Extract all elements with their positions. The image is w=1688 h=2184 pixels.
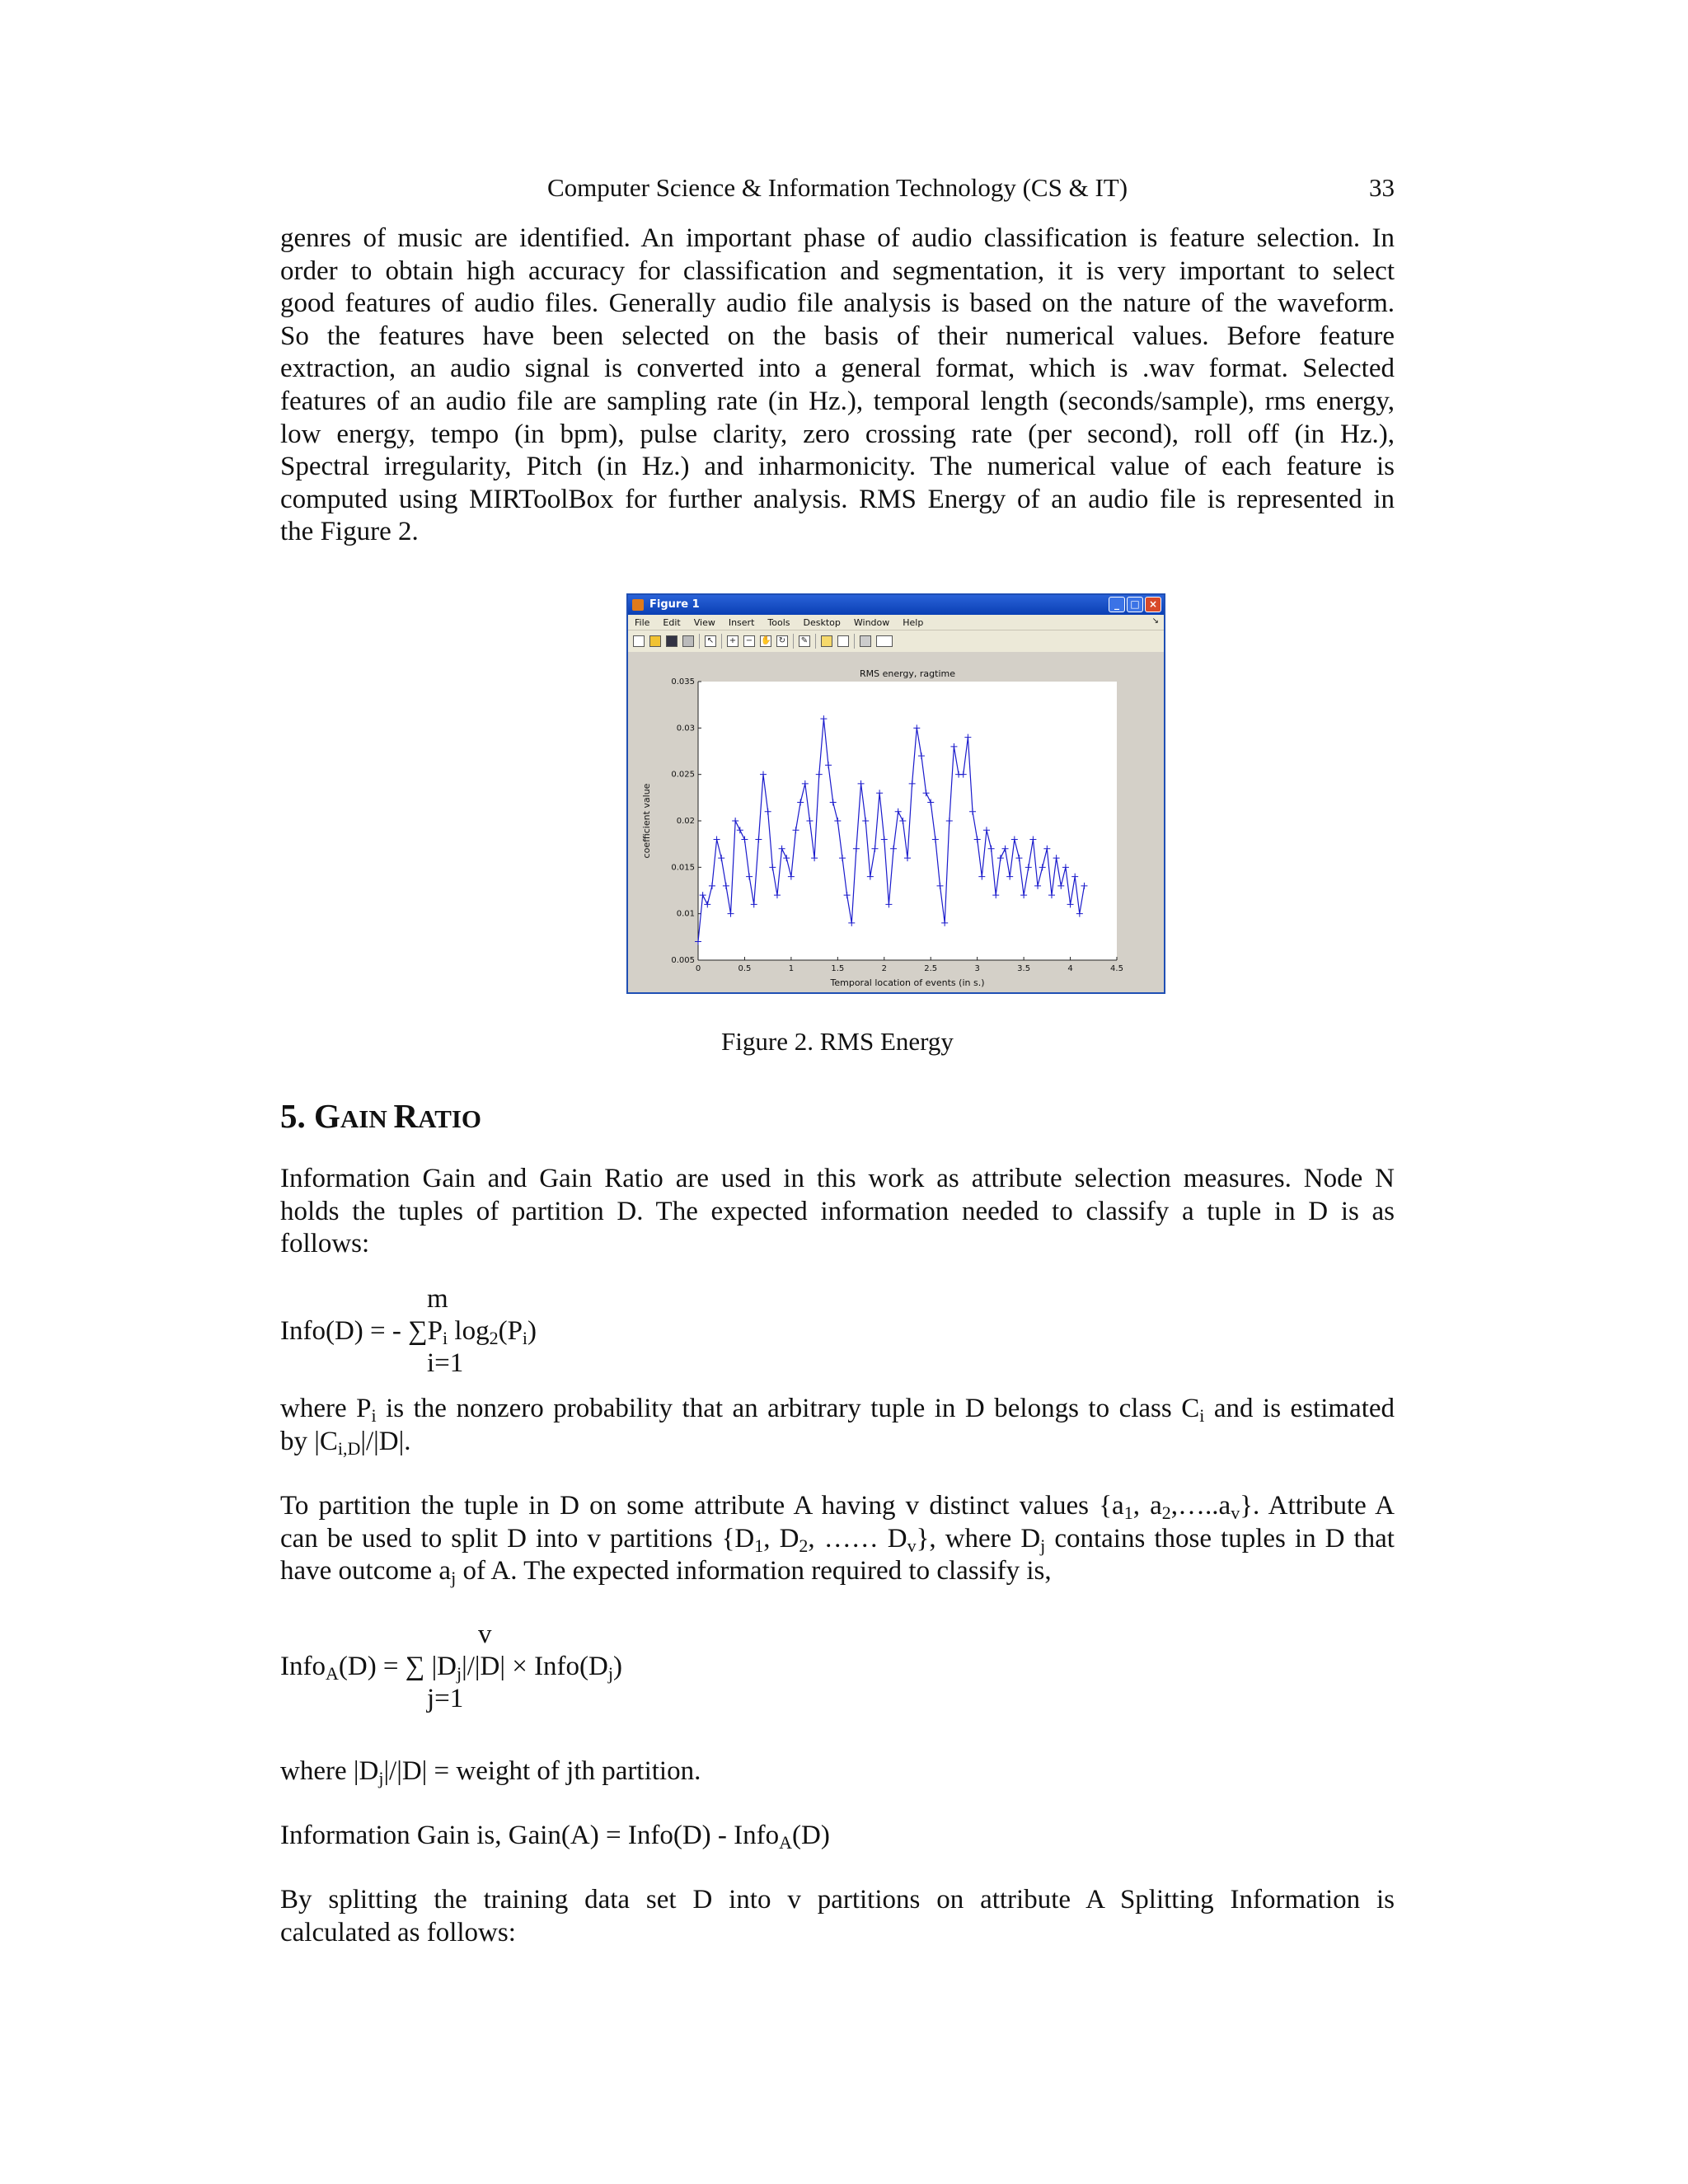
save-icon[interactable] [666, 635, 678, 647]
text-line: good features of audio files. Generally audio file analysis is based on the nature of the waveform. [280, 288, 1395, 319]
x-tick-label: 0.5 [738, 964, 752, 973]
legend-icon[interactable] [837, 635, 849, 647]
menu-desktop[interactable]: Desktop [803, 616, 841, 628]
x-tick-label: 4 [1067, 964, 1073, 973]
eq-subscript: A [325, 1663, 339, 1684]
y-tick-label: 0.02 [676, 817, 695, 826]
text-run: and is estimated [1204, 1394, 1395, 1423]
text-line: calculated as follows: [280, 1917, 516, 1947]
y-tick-label: 0.015 [671, 863, 695, 873]
text-subscript: j [451, 1568, 457, 1589]
journal-title: Computer Science & Information Technology (CS & IT) [546, 173, 1128, 202]
maximize-icon[interactable]: □ [1127, 597, 1143, 612]
text-run: }. Attribute A [1240, 1491, 1395, 1521]
eq-subscript: i [443, 1328, 448, 1348]
text-run: (D) [792, 1821, 830, 1850]
pointer-icon[interactable]: ↖ [705, 635, 716, 647]
matlab-figure-window [626, 593, 1165, 994]
y-axis-label: coefficient value [641, 783, 652, 859]
matlab-icon [632, 599, 644, 611]
text-line [280, 1393, 1395, 1426]
eq-text: Info [280, 1652, 326, 1681]
eq-text: Info(D) = - [280, 1316, 409, 1346]
dock-arrow-icon[interactable]: ↘ [1151, 616, 1159, 626]
y-tick-label: 0.03 [676, 724, 695, 733]
text-run: contains those tuples in D that [1045, 1523, 1395, 1554]
text-run: , …… D [808, 1523, 907, 1554]
section-title-cap: G [314, 1097, 340, 1135]
text-line: features of an audio file are sampling rate (in Hz.), temporal length (seconds/sample), rms energy, [280, 386, 1395, 416]
minimize-icon[interactable]: _ [1109, 597, 1125, 612]
x-tick-label: 1 [788, 964, 795, 973]
x-axis-label: Temporal location of events (in s.) [830, 977, 985, 988]
eq1-lower-limit: i=1 [427, 1348, 464, 1378]
colorbar-icon[interactable] [821, 635, 832, 647]
text-line: low energy, tempo (in bpm), pulse clarity, zero crossing rate (per second), roll off (in Hz.), [280, 419, 1395, 449]
text-run: where |D [280, 1756, 379, 1786]
eq-text: ) [613, 1652, 622, 1681]
y-tick-label: 0.01 [676, 909, 695, 919]
equation-info-a-d [280, 1652, 622, 1682]
toolbar-separator [854, 634, 855, 649]
menu-file[interactable]: File [635, 616, 650, 628]
y-tick-label: 0.025 [671, 770, 695, 780]
toolbar-separator [815, 634, 816, 649]
text-subscript: 2 [799, 1535, 809, 1556]
x-tick-label: 2 [881, 964, 887, 973]
hide-plot-tools-icon[interactable] [860, 635, 871, 647]
menu-insert[interactable]: Insert [728, 616, 755, 628]
x-tick-label: 0 [695, 964, 701, 973]
eq-subscript: 2 [489, 1328, 499, 1348]
x-tick-label: 3.5 [1017, 964, 1031, 973]
eq1-upper-limit: m [427, 1284, 448, 1314]
text-line [280, 1523, 1395, 1556]
rotate-icon[interactable]: ↻ [776, 635, 788, 647]
running-header [280, 173, 1395, 206]
text-line [280, 1490, 1395, 1523]
paragraph-where-pi [280, 1393, 1395, 1458]
figure-menubar [628, 615, 1164, 630]
eq-text: |/|D| × Info(D [462, 1652, 608, 1681]
section-title-cap: R [393, 1097, 419, 1135]
text-run: }, where D [916, 1523, 1041, 1554]
text-run: |/|D| = weight of jth partition. [383, 1756, 701, 1786]
new-file-icon[interactable] [633, 635, 645, 647]
text-line [280, 1755, 1395, 1788]
page-number: 33 [1369, 173, 1395, 202]
text-line: By splitting the training data set D into v partitions on attribute A Splitting Information is [280, 1885, 1395, 1915]
print-icon[interactable] [682, 635, 694, 647]
paragraph-gain-intro [280, 1163, 1395, 1261]
text-line: computed using MIRToolBox for further analysis. RMS Energy of an audio file is represented in [280, 484, 1395, 514]
figure-window-title: Figure 1 [649, 598, 700, 611]
pan-hand-icon[interactable]: ✋ [761, 636, 771, 645]
text-subscript: i,D [337, 1437, 361, 1459]
figure-caption: Figure 2. RMS Energy [721, 1027, 954, 1056]
zoom-out-icon[interactable]: − [743, 635, 755, 647]
text-run: , D [763, 1523, 799, 1554]
eq2-lower-limit: j=1 [427, 1684, 464, 1713]
text-subscript: A [779, 1832, 792, 1853]
section-number: 5. [280, 1097, 306, 1135]
text-subscript: j [1040, 1535, 1046, 1556]
show-plot-tools-icon[interactable] [876, 635, 893, 647]
y-tick-label: 0.005 [671, 956, 695, 965]
paragraph-features [280, 223, 1395, 549]
text-subscript: i [1199, 1405, 1205, 1426]
text-subscript: v [907, 1535, 917, 1556]
text-subscript: v [1231, 1502, 1240, 1523]
paragraph-information-gain [280, 1820, 1395, 1853]
x-tick-label: 2.5 [924, 964, 938, 973]
text-line: extraction, an audio signal is converted into a general format, which is .wav format. Selected [280, 354, 1395, 384]
paragraph-splitting-info [280, 1884, 1395, 1949]
plot-area [698, 682, 1117, 960]
text-run: have outcome a [280, 1556, 452, 1586]
text-line [280, 1555, 1395, 1588]
text-line [280, 1426, 1395, 1459]
eq2-upper-limit: v [478, 1619, 492, 1649]
close-icon[interactable]: × [1145, 597, 1161, 612]
text-run: is the nonzero probability that an arbitrary tuple in D belongs to class C [376, 1394, 1200, 1423]
text-line: Information Gain and Gain Ratio are used in this work as attribute selection measures. Node N [280, 1164, 1395, 1193]
open-folder-icon[interactable] [649, 635, 661, 647]
menu-window[interactable]: Window [853, 616, 890, 628]
eq-text: ) [528, 1316, 537, 1346]
text-run: |/|D|. [360, 1426, 411, 1456]
text-subscript: 1 [1123, 1502, 1133, 1523]
rms-energy-plot [628, 653, 1164, 992]
text-line [280, 1820, 1395, 1853]
data-cursor-icon[interactable]: ✎ [799, 635, 810, 647]
text-subscript: i [371, 1405, 377, 1426]
text-run: Information Gain is, Gain(A) = Info(D) - Info [280, 1821, 780, 1850]
text-line: Spectral irregularity, Pitch (in Hz.) and inharmonicity. The numerical value of each feature is [280, 452, 1395, 482]
text-run: can be used to split D into v partitions {D [280, 1523, 755, 1554]
menu-view[interactable]: View [693, 616, 715, 628]
equation-info-d [280, 1316, 537, 1347]
menu-tools[interactable]: Tools [767, 616, 790, 628]
text-line: genres of music are identified. An important phase of audio classification is feature selection. In [280, 223, 1395, 253]
eq-subscript: j [607, 1663, 613, 1684]
text-run: of A. The expected information required to classify is, [456, 1556, 1052, 1586]
paragraph-partition [280, 1490, 1395, 1588]
menu-edit[interactable]: Edit [663, 616, 681, 628]
eq-text: (P [498, 1316, 523, 1346]
section-title-smallcaps: ATIO [418, 1104, 482, 1133]
y-tick-label: 0.035 [671, 677, 695, 687]
text-line: holds the tuples of partition D. The expected information needed to classify a tuple in D is as [280, 1196, 1395, 1226]
text-run: To partition the tuple in D on some attribute A having v distinct values {a [280, 1491, 1124, 1521]
eq-text: (D) = ∑ |D [338, 1652, 457, 1681]
menu-help[interactable]: Help [903, 616, 924, 628]
x-tick-label: 3 [974, 964, 980, 973]
text-run: by |C [280, 1426, 338, 1456]
section-heading [280, 1096, 481, 1136]
toolbar-separator [699, 634, 700, 649]
text-run: where P [280, 1394, 372, 1423]
eq-subscript: j [457, 1663, 462, 1684]
text-subscript: 1 [754, 1535, 764, 1556]
text-run: ,…..a [1170, 1491, 1231, 1521]
text-line: order to obtain high accuracy for classification and segmentation, it is very important to select [280, 255, 1395, 286]
text-line: follows: [280, 1229, 370, 1259]
figure-toolbar [628, 630, 1164, 652]
text-subscript: 2 [1161, 1502, 1171, 1523]
toolbar-separator [793, 634, 794, 649]
figure-titlebar [628, 595, 1164, 615]
x-tick-label: 1.5 [831, 964, 845, 973]
text-line: the Figure 2. [280, 517, 419, 547]
section-title-smallcaps: AIN [340, 1104, 394, 1133]
zoom-in-icon[interactable]: + [727, 635, 738, 647]
toolbar-separator [721, 634, 722, 649]
paragraph-weight [280, 1755, 1395, 1788]
text-run: , a [1132, 1491, 1162, 1521]
text-line: So the features have been selected on the basis of their numerical values. Before feature [280, 321, 1395, 351]
eq-subscript: i [522, 1328, 528, 1348]
text-subscript: j [378, 1768, 384, 1788]
chart-title: RMS energy, ragtime [859, 668, 956, 679]
sigma-symbol: ∑ [408, 1316, 428, 1346]
eq-text: log [448, 1316, 490, 1346]
eq-text: P [427, 1316, 443, 1346]
x-tick-label: 4.5 [1110, 964, 1123, 973]
